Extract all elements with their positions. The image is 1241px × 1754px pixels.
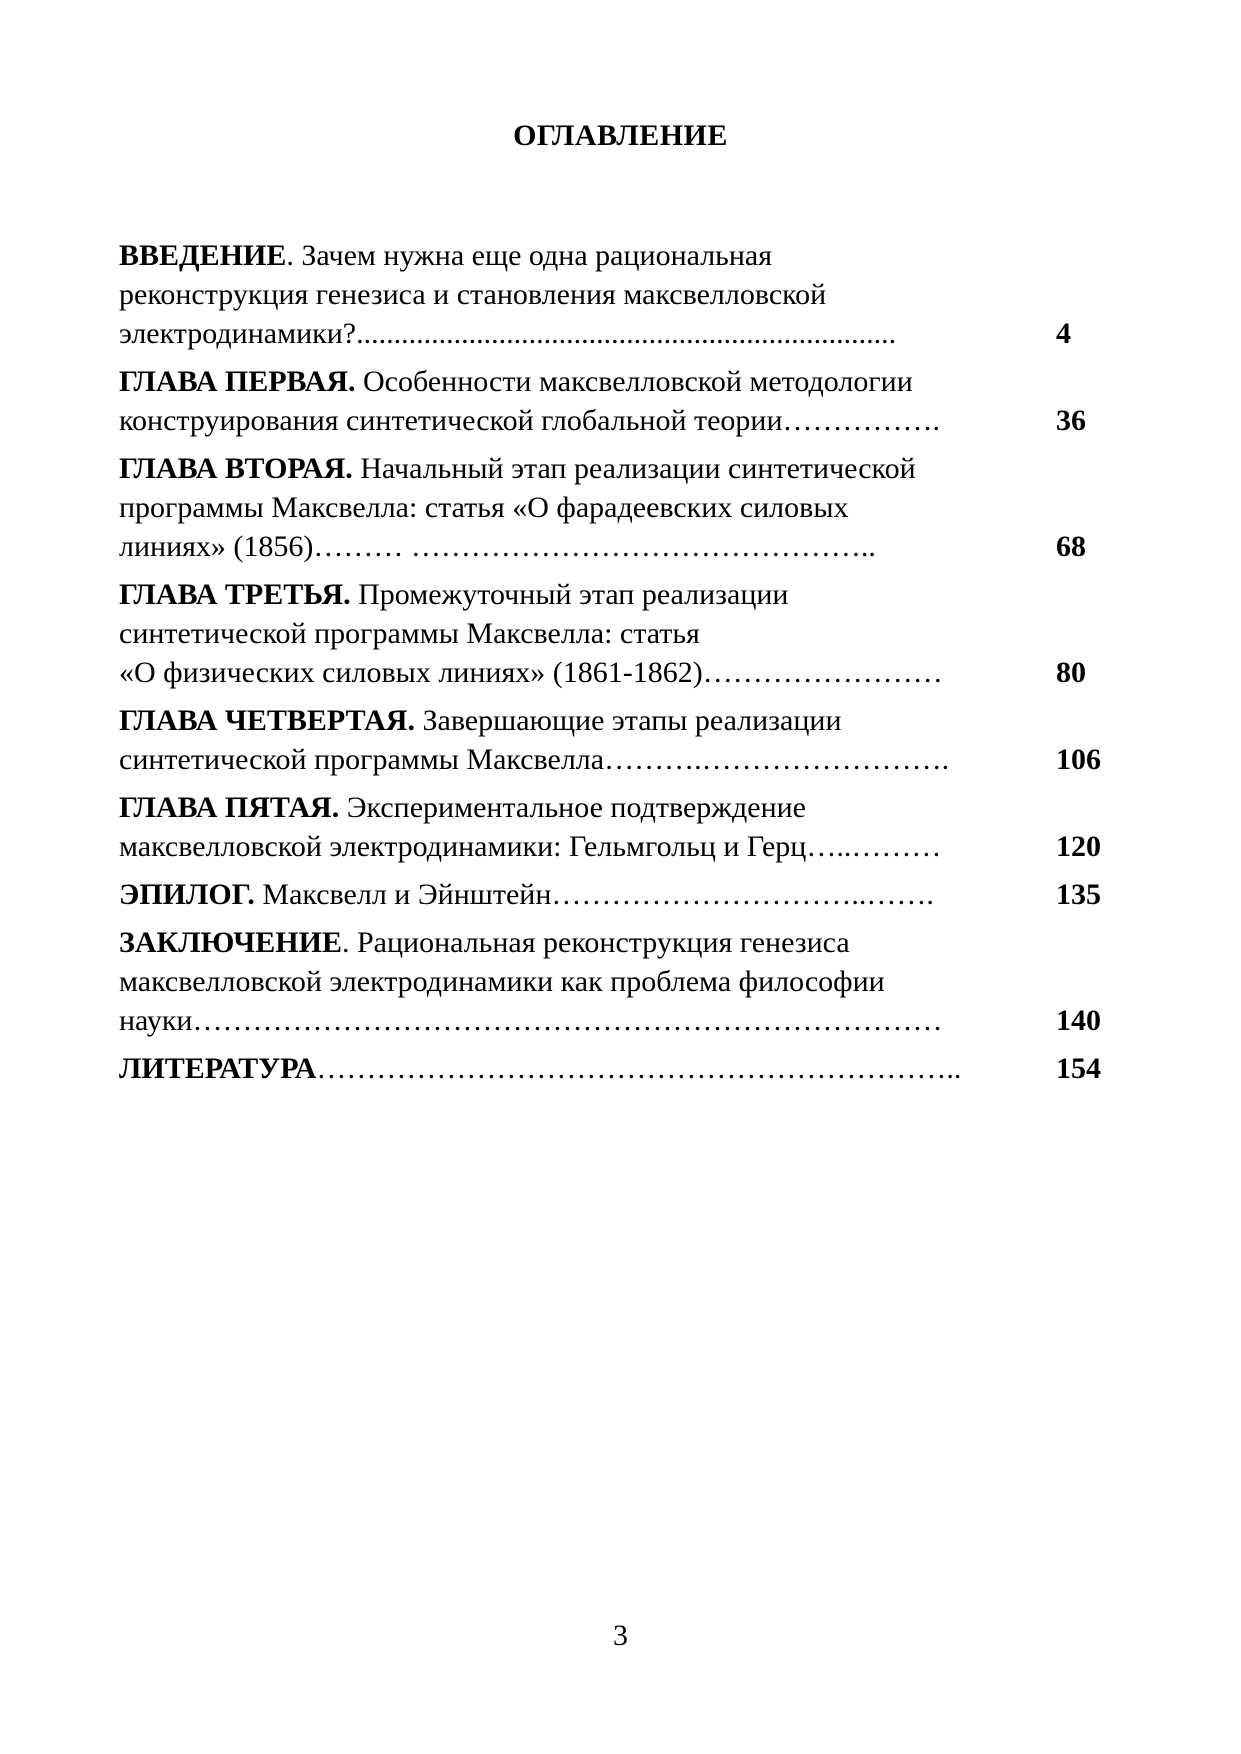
toc-entry-conclusion	[119, 923, 1119, 1040]
toc-entry-line: синтетической программы Максвелла……….…………………….	[119, 743, 950, 776]
toc-entry-page: 140	[1056, 1004, 1101, 1037]
toc-entry-chapter-1	[119, 362, 1119, 440]
toc-entry-line: . Зачем нужна еще одна рациональная	[286, 239, 773, 272]
toc-entry-text	[119, 701, 1044, 779]
toc-entry-line: «О физических силовых линиях» (1861-1862)……………………	[119, 656, 943, 689]
toc-entry-text	[119, 236, 1044, 353]
toc-entry-epilogue	[119, 875, 1119, 914]
toc-entry-line: синтетической программы Максвелла: статья	[119, 617, 700, 650]
toc-entry-lead: ВВЕДЕНИЕ	[119, 239, 287, 272]
toc-entry-lead: ГЛАВА ПЯТАЯ.	[119, 791, 340, 824]
toc-entry-page: 68	[1056, 530, 1086, 563]
toc-entry-chapter-5	[119, 788, 1119, 866]
page-number: 3	[613, 1619, 628, 1652]
page-title: ОГЛАВЛЕНИЕ	[513, 119, 728, 152]
toc-entry-page: 80	[1056, 656, 1086, 689]
toc-entry-line: реконструкция генезиса и становления максвелловской	[119, 278, 827, 311]
toc-entry-line: науки…………………………………………………………………	[119, 1004, 943, 1037]
toc-entry-page: 4	[1056, 317, 1071, 350]
toc-entry-line: Особенности максвелловской методологии	[355, 365, 913, 398]
toc-entry-text	[119, 575, 1044, 692]
toc-entry-line: Максвелл и Эйнштейн…………………………..…….	[254, 878, 934, 911]
toc-entry-lead: ЛИТЕРАТУРА	[119, 1052, 317, 1085]
toc-entry-lead: ГЛАВА ВТОРАЯ.	[119, 452, 353, 485]
toc-entry-chapter-3	[119, 575, 1119, 692]
toc-entry-line: Начальный этап реализации синтетической	[352, 452, 916, 485]
toc-entry-line: электродинамики?........................................................................	[119, 317, 897, 350]
toc-entry-page: 106	[1056, 743, 1101, 776]
toc-entry-page: 36	[1056, 404, 1086, 437]
toc-entry-page: 135	[1056, 878, 1101, 911]
toc-entry-lead: ГЛАВА ТРЕТЬЯ.	[119, 578, 351, 611]
toc-entry-introduction	[119, 236, 1119, 353]
toc-entry-text	[119, 1049, 1044, 1088]
toc-entry-literature	[119, 1049, 1119, 1088]
toc-entry-lead: ЭПИЛОГ.	[119, 878, 255, 911]
toc-entry-line: максвелловской электродинамики: Гельмгольц и Герц…..………	[119, 830, 942, 863]
toc-entry-line: линиях» (1856)……… ………………………………………..	[119, 530, 876, 563]
toc-entry-text	[119, 923, 1044, 1040]
toc-entry-line: программы Максвелла: статья «О фарадеевских силовых	[119, 491, 849, 524]
toc-entry-lead: ГЛАВА ПЕРВАЯ.	[119, 365, 356, 398]
toc-entry-line: конструирования синтетической глобальной теории…………….	[119, 404, 941, 437]
toc-entry-line: . Рациональная реконструкция генезиса	[341, 926, 850, 959]
toc-entry-text	[119, 788, 1044, 866]
toc-entry-chapter-4	[119, 701, 1119, 779]
toc-entry-text	[119, 449, 1044, 566]
toc-entry-line: максвелловской электродинамики как проблема философии	[119, 965, 885, 998]
toc-entry-chapter-2	[119, 449, 1119, 566]
toc-entry-line: Завершающие этапы реализации	[414, 704, 842, 737]
toc-entry-page: 120	[1056, 830, 1101, 863]
toc-entry-line: ………………………………………………………..	[316, 1052, 962, 1085]
toc-entry-text	[119, 875, 1044, 914]
table-of-contents	[119, 236, 1119, 1097]
toc-entry-line: Экспериментальное подтверждение	[339, 791, 806, 824]
toc-entry-lead: ГЛАВА ЧЕТВЕРТАЯ.	[119, 704, 415, 737]
toc-entry-lead: ЗАКЛЮЧЕНИЕ	[119, 926, 342, 959]
toc-entry-page: 154	[1056, 1052, 1101, 1085]
toc-entry-text	[119, 362, 1044, 440]
toc-entry-line: Промежуточный этап реализации	[350, 578, 789, 611]
